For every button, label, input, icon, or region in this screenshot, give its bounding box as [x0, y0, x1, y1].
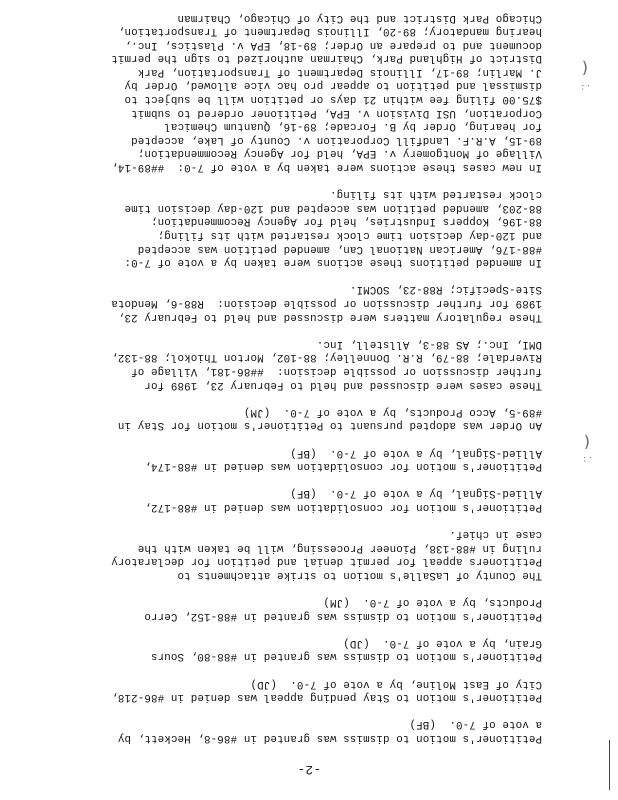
- text-line: These regulatory matters were discussed and held to February 23,: [117, 310, 542, 323]
- paragraph: [52, 527, 542, 581]
- text-line: Petitioner's motion for consolidation was denied in #88-174,: [144, 460, 542, 473]
- text-line: ruling in #88-138, Pioneer Processing, will be taken with the: [137, 541, 542, 554]
- paragraph: [52, 635, 542, 662]
- text-line: Products, by a vote of 7-0. (JM): [323, 596, 542, 609]
- text-line: These cases were discussed and held to February 23, 1989 for: [144, 378, 542, 391]
- text-line: Allied-Signal, by a vote of 7-0. (BF): [290, 487, 542, 500]
- paragraph: [52, 676, 542, 703]
- document-body: [52, 0, 542, 744]
- margin-dots-mark: . :: [583, 454, 592, 464]
- text-line: In new cases these actions were taken by a vote of 7-0: ##89-14,: [111, 161, 542, 174]
- page-number: -2-: [297, 762, 322, 776]
- margin-rule: [609, 740, 610, 790]
- text-line: Petitioner's motion to dismiss was granted in #88-152, Cerro: [144, 609, 542, 622]
- paragraph: [52, 10, 542, 173]
- text-line: Village of Montgomery v. EPA, held for Agency Recommendation;: [137, 147, 542, 160]
- text-line: a vote of 7-0. (BF): [409, 718, 542, 731]
- text-line: Corporation, USI Division v. EPA, Petitioner ordered to submit: [130, 106, 542, 119]
- text-line: District of Highland Park, Chairman authorized to sign the permit: [111, 52, 542, 65]
- text-line: hearing mandatory; 89-20, Illinois Department of Transportation,: [117, 25, 542, 38]
- text-line: Chicago Park District and the City of Chicago, Chairman: [177, 11, 542, 24]
- margin-bracket-mark: (: [581, 59, 588, 78]
- text-line: The County of LaSalle's motion to strike attachments to: [177, 568, 542, 581]
- text-line: Riverdale; 88-79, R.R. Donnelley; 88-102, Morton Thiokol; 88-132,: [111, 351, 542, 364]
- margin-dots-mark: . :: [581, 82, 590, 92]
- paragraph: [52, 336, 542, 390]
- text-line: case in chief.: [449, 528, 542, 541]
- text-line: Grain, by a vote of 7-0. (JD): [343, 636, 542, 649]
- text-line: 88-196, Koppers Industries, held for Agency Recommendation;: [150, 215, 542, 228]
- text-line: City of East Moline, by a vote of 7-0. (JD): [250, 677, 542, 690]
- text-line: document and to prepare an Order; 89-18, EPA v. Plastics, Inc.,: [124, 38, 542, 51]
- text-line: further discussion or possible decision: ##86-181, Village of: [130, 364, 542, 377]
- text-line: and 120-day decision time clock restarted with its filing;: [157, 229, 542, 242]
- paragraph: [52, 187, 542, 269]
- text-line: clock restarted with its filing.: [329, 188, 542, 201]
- text-line: An Order was adopted pursuant to Petitioner's motion for Stay in: [117, 419, 542, 432]
- text-line: Petitioner's motion for consolidation was denied in #88-172,: [144, 500, 542, 513]
- text-line: Allied-Signal, by a vote of 7-0. (BF): [290, 446, 542, 459]
- margin-bracket-mark: (: [583, 433, 590, 452]
- paragraph: [52, 282, 542, 323]
- text-line: for hearing, Order by B. Forcade; 89-16, Quantum Chemical: [164, 120, 542, 133]
- paragraph: [52, 445, 542, 472]
- text-line: 88-203, amended petition was accepted and 120-day decision time: [124, 201, 542, 214]
- text-line: dismissal and petition to appear pro hac vice allowed, Order by: [124, 79, 542, 92]
- text-line: J. Marlin; 89-17, Illinois Department of Transportation, Park: [137, 65, 542, 78]
- paragraph: [52, 486, 542, 513]
- text-line: In amended petitions these actions were taken by a vote of 7-0:: [124, 256, 542, 269]
- text-line: 89-15, A.R.F. Landfill Corporation v. County of Lake, accepted: [130, 133, 542, 146]
- paragraph: [52, 717, 542, 744]
- text-line: Petitioner's motion to Stay pending appeal was denied in #86-218,: [111, 691, 542, 704]
- text-line: Petitioners appeal for permit denial and petition for declaratory: [111, 555, 542, 568]
- text-line: Petitioner's motion to dismiss was granted in #88-80, Sours: [150, 650, 542, 663]
- text-line: 1989 for further discussion or possible decision: R88-6, Mendota: [111, 297, 542, 309]
- text-line: #89-5, Acco Products, by a vote of 7-0. (JM): [243, 405, 542, 418]
- text-line: Site-Specific; R88-23, SOCMI.: [349, 283, 542, 296]
- text-line: DMI, Inc.; AS 88-3, Allstell, Inc.: [316, 337, 542, 350]
- text-line: $75.00 filing fee within 21 days or petition will be subject to: [124, 93, 542, 106]
- text-line: #88-176, American National Can, amended petition was accepted: [137, 242, 542, 255]
- paragraph: [52, 594, 542, 621]
- text-line: Petitioner's motion to dismiss was granted in #86-8, Heckett, by: [117, 732, 542, 744]
- paragraph: [52, 404, 542, 431]
